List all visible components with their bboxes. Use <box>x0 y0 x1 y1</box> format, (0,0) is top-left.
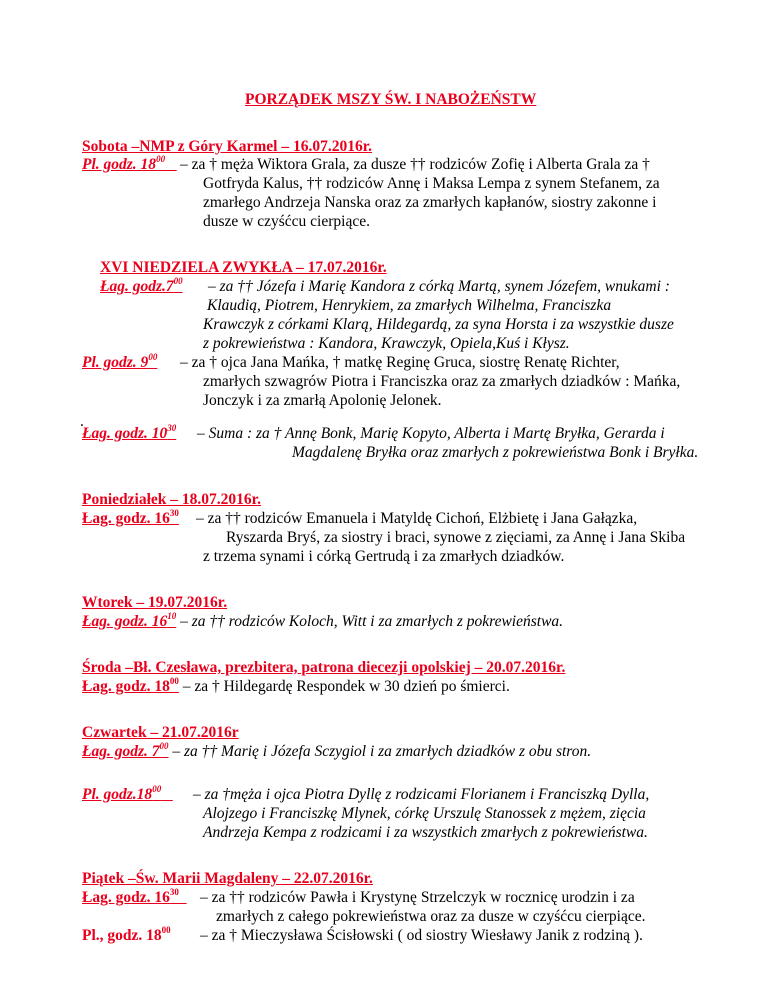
niedziela-mass3-line-1: – Suma : za † Annę Bonk, Marię Kopyto, Alberta i Martę Bryłka, Gerarda i <box>197 425 665 442</box>
sroda-row <box>82 677 510 696</box>
czwartek-mass1-text: – za †† Marię i Józefa Sczygiol i za zmarłych dziadków z obu stron. <box>168 743 592 760</box>
piatek-mass1-line-2: zmarłych z całego pokrewieństwa oraz za dusze w czyśćcu cierpiące. <box>216 908 646 925</box>
wtorek-time-sup: 10 <box>167 610 177 621</box>
niedziela-mass3-time-label: Łag. godz. 10 <box>82 425 168 442</box>
sobota-line-3: zmarłego Andrzeja Nanska oraz za zmarłych kapłanów, siostry zakonne i <box>203 194 657 211</box>
czwartek-mass1-time <box>82 740 169 760</box>
wtorek-header: Wtorek – 19.07.2016r. <box>82 594 228 611</box>
sroda-text: – za † Hildegardę Respondek w 30 dzień po śmierci. <box>178 678 510 695</box>
piatek-header: Piątek –Św. Marii Magdaleny – 22.07.2016r. <box>82 870 373 887</box>
wtorek-row <box>82 612 563 631</box>
sroda-header: Środa –Bł. Czesława, prezbitera, patrona diecezji opolskiej – 20.07.2016r. <box>82 659 566 676</box>
niedziela-mass2-time-sup: 00 <box>148 351 158 362</box>
sroda-time-label: Łag. godz. 18 <box>82 678 170 695</box>
czwartek-mass2-line-3: Andrzeja Kempa z rodzicami i za wszystkich zmarłych z pokrewieństwa. <box>203 824 648 841</box>
poniedzialek-line-1: – za †† rodziców Emanuela i Matyldę Cichoń, Elżbietę i Jana Gałązka, <box>196 510 638 527</box>
czwartek-mass2-line-1: – za †męża i ojca Piotra Dyllę z rodzicami Florianem i Franciszką Dylla, <box>193 786 650 803</box>
niedziela-header: XVI NIEDZIELA ZWYKŁA – 17.07.2016r. <box>100 259 387 276</box>
wtorek-time-label: Łag. godz. 16 <box>82 613 168 630</box>
sroda-time <box>82 675 179 695</box>
niedziela-dot: . <box>80 413 84 430</box>
niedziela-mass3-line-2: Magdalenę Bryłka oraz zmarłych z pokrewieństwa Bonk i Bryłka. <box>292 444 699 461</box>
niedziela-mass1-line-2: Klaudią, Piotrem, Henrykiem, za zmarłych Wilhelma, Franciszka <box>207 297 612 314</box>
czwartek-header: Czwartek – 21.07.2016r <box>82 724 239 741</box>
niedziela-mass3-time <box>82 424 176 443</box>
piatek-mass1-time <box>82 888 187 907</box>
niedziela-mass2-time-label: Pl. godz. 9 <box>82 354 149 371</box>
poniedzialek-line-2: Ryszarda Bryś, za siostry i braci, synowe z zięciami, za Annę i Jana Skiba <box>226 529 686 546</box>
sobota-time <box>82 155 177 174</box>
wtorek-time <box>82 610 177 630</box>
poniedzialek-header: Poniedziałek – 18.07.2016r. <box>82 491 261 508</box>
czwartek-mass2-line-2: Alojzego i Franciszkę Mlynek, córkę Urszulę Stanossek z mężem, zięcia <box>203 805 646 822</box>
niedziela-mass3-time-sup: 30 <box>167 422 177 433</box>
niedziela-mass1-line-4: z pokrewieństwa : Kandora, Krawczyk, Opiela,Kuś i Kłysz. <box>203 335 570 352</box>
niedziela-mass1-line-1: – za †† Józefa i Marię Kandora z córką Martą, synem Józefem, wnukami : <box>208 278 670 295</box>
piatek-mass1-time-sup: 30 <box>169 886 179 897</box>
sroda-time-sup: 00 <box>169 675 179 686</box>
sobota-header: Sobota –NMP z Góry Karmel – 16.07.2016r. <box>82 138 373 155</box>
sobota-line-4: dusze w czyśćcu cierpiące. <box>203 213 370 230</box>
poniedzialek-time-sup: 30 <box>169 507 179 518</box>
poniedzialek-time <box>82 509 179 528</box>
niedziela-mass1-time-label: Łag. godz.7 <box>100 278 174 295</box>
niedziela-mass1-time-sup: 00 <box>173 275 183 286</box>
sobota-line-1: – za † męża Wiktora Grala, za dusze †† rodziców Zofię i Alberta Grala za † <box>180 156 650 173</box>
piatek-mass2-time-label: Pl., godz. 18 <box>82 927 162 944</box>
sobota-line-2: Gotfryda Kalus, †† rodziców Annę i Maksa Lempa z synem Stefanem, za <box>203 175 660 192</box>
czwartek-mass1-time-label: Łag. godz. 7 <box>82 743 160 760</box>
piatek-mass1-line-1: – za †† rodziców Pawła i Krystynę Strzelczyk w rocznicę urodzin i za <box>200 889 635 906</box>
sobota-time-sup: 00 <box>156 153 166 164</box>
niedziela-mass2-line-3: Jonczyk i za zmarłą Apolonię Jelonek. <box>203 392 442 409</box>
sobota-time-label: Pl. godz. 18 <box>82 156 157 173</box>
niedziela-mass1-time <box>100 277 183 296</box>
czwartek-mass2-time-sup: 00 <box>152 783 162 794</box>
niedziela-mass1-line-3: Krawczyk z córkami Klarą, Hildegardą, za syna Horsta i za wszystkie dusze <box>203 316 674 333</box>
czwartek-mass2-time-label: Pl. godz.18 <box>82 786 153 803</box>
niedziela-mass2-line-2: zmarłych szwagrów Piotra i Franciszka oraz za zmarłych dziadków : Mańka, <box>203 373 681 390</box>
czwartek-mass1-time-sup: 00 <box>159 740 169 751</box>
piatek-mass2-text: – za † Mieczysława Ścisłowski ( od siostry Wiesławy Janik z rodziną ). <box>200 927 643 944</box>
poniedzialek-line-3: z trzema synami i córką Gertrudą i za zmarłych dziadków. <box>203 548 565 565</box>
czwartek-mass1-row <box>82 742 591 761</box>
poniedzialek-time-label: Łag. godz. 16 <box>82 510 170 527</box>
czwartek-mass2-time <box>82 785 173 804</box>
niedziela-mass2-time <box>82 353 157 372</box>
piatek-mass2-time <box>82 926 171 945</box>
page-title: PORZĄDEK MSZY ŚW. I NABOŻEŃSTW <box>245 91 537 108</box>
piatek-mass1-time-label: Łag. godz. 16 <box>82 889 170 906</box>
niedziela-mass2-line-1: – za † ojca Jana Mańka, † matkę Reginę Gruca, siostrę Renatę Richter, <box>180 354 620 371</box>
piatek-mass2-time-sup: 00 <box>161 924 171 935</box>
wtorek-text: – za †† rodziców Koloch, Witt i za zmarłych z pokrewieństwa. <box>176 613 564 630</box>
